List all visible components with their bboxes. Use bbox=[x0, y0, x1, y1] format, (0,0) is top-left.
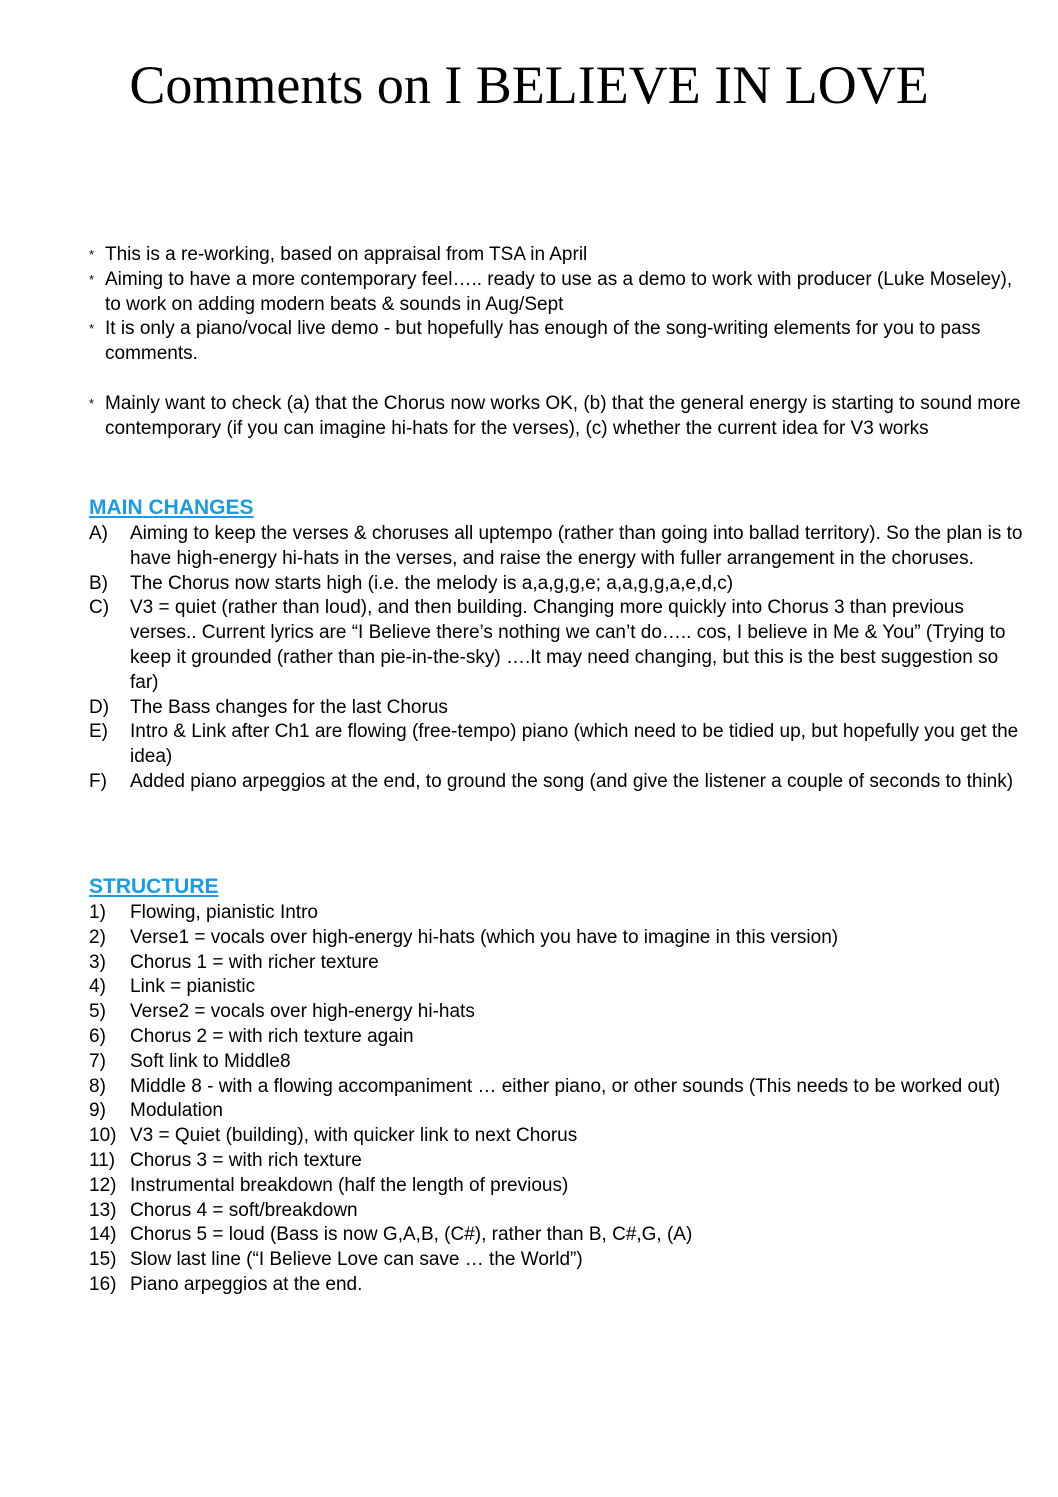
list-marker: 10) bbox=[89, 1125, 117, 1147]
list-item bbox=[89, 696, 1029, 721]
list-item bbox=[89, 1199, 1029, 1224]
list-item bbox=[89, 975, 1029, 1000]
main-changes-section bbox=[89, 495, 1029, 795]
note-text: It is only a piano/vocal live demo - but hopefully has enough of the song-writing elements for you to pass comments. bbox=[105, 318, 981, 365]
list-item bbox=[89, 901, 1029, 926]
note-item bbox=[89, 317, 1029, 367]
list-item bbox=[89, 1223, 1029, 1248]
list-item-text: The Chorus now starts high (i.e. the melody is a,a,g,g,e; a,a,g,g,a,e,d,c) bbox=[130, 572, 734, 594]
list-item-text: Chorus 3 = with rich texture bbox=[130, 1149, 362, 1171]
list-item-text: Soft link to Middle8 bbox=[130, 1050, 291, 1072]
list-marker: 3) bbox=[89, 951, 106, 973]
list-item-text: Chorus 1 = with richer texture bbox=[130, 951, 379, 973]
list-item bbox=[89, 1124, 1029, 1149]
list-item-text: Intro & Link after Ch1 are flowing (free-tempo) piano (which need to be tidied up, but hopefully you get the idea) bbox=[130, 721, 1019, 768]
list-item bbox=[89, 1050, 1029, 1075]
list-item-text: Chorus 4 = soft/breakdown bbox=[130, 1199, 358, 1221]
list-marker: A) bbox=[89, 523, 108, 544]
list-item bbox=[89, 596, 1029, 695]
list-item-text: Middle 8 - with a flowing accompaniment … either piano, or other sounds (This needs to be worked out) bbox=[130, 1075, 1001, 1097]
list-marker: 4) bbox=[89, 976, 106, 998]
list-item-text: Added piano arpeggios at the end, to ground the song (and give the listener a couple of seconds to think) bbox=[130, 770, 1014, 792]
list-marker: 14) bbox=[89, 1224, 117, 1246]
list-item-text: Flowing, pianistic Intro bbox=[130, 902, 318, 923]
list-marker: 15) bbox=[89, 1249, 117, 1271]
list-item-text: V3 = Quiet (building), with quicker link to next Chorus bbox=[130, 1125, 578, 1147]
list-item-text: Chorus 5 = loud (Bass is now G,A,B, (C#), rather than B, C#,G, (A) bbox=[130, 1224, 693, 1246]
asterisk-marker: * bbox=[89, 247, 95, 262]
list-marker: 1) bbox=[89, 902, 106, 923]
list-item bbox=[89, 522, 1029, 572]
structure-heading: STRUCTURE bbox=[89, 875, 219, 898]
list-marker: 2) bbox=[89, 926, 106, 948]
list-item bbox=[89, 1075, 1029, 1100]
list-marker: 11) bbox=[89, 1149, 116, 1171]
list-marker: 13) bbox=[89, 1199, 117, 1221]
list-item-text: Link = pianistic bbox=[130, 976, 256, 998]
list-marker: C) bbox=[89, 597, 110, 619]
asterisk-marker: * bbox=[89, 271, 95, 287]
list-marker: F) bbox=[89, 770, 107, 792]
list-item-text: Slow last line (“I Believe Love can save … the World”) bbox=[130, 1249, 583, 1271]
note-item bbox=[89, 268, 1029, 318]
list-item bbox=[89, 926, 1029, 951]
list-item bbox=[89, 1025, 1029, 1050]
main-changes-heading: MAIN CHANGES bbox=[89, 496, 254, 519]
list-item bbox=[89, 720, 1029, 770]
list-item-text: Modulation bbox=[130, 1100, 223, 1122]
list-item-text: Chorus 2 = with rich texture again bbox=[130, 1025, 414, 1047]
list-item bbox=[89, 1273, 1029, 1298]
list-item-text: Aiming to keep the verses & choruses all uptempo (rather than going into ballad territory). So the plan is to have high-energy hi-hats in the verses, and raise the energy with fuller arrangement in the choruses. bbox=[130, 523, 1023, 569]
list-marker: 7) bbox=[89, 1050, 106, 1072]
list-marker: 16) bbox=[89, 1273, 117, 1295]
list-item-text: Instrumental breakdown (half the length of previous) bbox=[130, 1174, 569, 1196]
list-item bbox=[89, 1174, 1029, 1199]
note-text: This is a re-working, based on appraisal from TSA in April bbox=[105, 244, 588, 265]
list-item-text: Piano arpeggios at the end. bbox=[130, 1273, 363, 1295]
note-item bbox=[89, 243, 1029, 268]
list-item bbox=[89, 1000, 1029, 1025]
list-item-text: Verse2 = vocals over high-energy hi-hats bbox=[130, 1001, 475, 1023]
list-item bbox=[89, 1149, 1029, 1174]
structure-section bbox=[89, 874, 1029, 1298]
list-item-text: Verse1 = vocals over high-energy hi-hats (which you have to imagine in this version) bbox=[130, 926, 839, 948]
note-text: Mainly want to check (a) that the Chorus now works OK, (b) that the general energy is starting to sound more contemporary (if you can imagine hi-hats for the verses), (c) whether the current idea for V3 works bbox=[105, 392, 1021, 439]
list-item-text: The Bass changes for the last Chorus bbox=[130, 696, 448, 718]
note-text: Aiming to have a more contemporary feel….. ready to use as a demo to work with producer (Luke Moseley), to work on adding modern beats & sounds in Aug/Sept bbox=[105, 268, 1013, 315]
list-item-text: V3 = quiet (rather than loud), and then building. Changing more quickly into Chorus 3 than previous verses.. Current lyrics are “I Believe there’s nothing we can’t do….. cos, I believe in Me & You” (Trying to keep it grounded (rather than pie-in-the-sky) ….It may need changing, but this is the best suggestion so far) bbox=[130, 597, 1006, 693]
list-item bbox=[89, 770, 1029, 795]
list-marker: 12) bbox=[89, 1174, 117, 1196]
asterisk-marker: * bbox=[89, 321, 95, 337]
list-marker: 6) bbox=[89, 1025, 106, 1047]
list-marker: D) bbox=[89, 696, 110, 718]
list-marker: E) bbox=[89, 721, 108, 743]
list-marker: 8) bbox=[89, 1075, 106, 1097]
list-marker: 5) bbox=[89, 1001, 106, 1023]
list-item bbox=[89, 1099, 1029, 1124]
list-item bbox=[89, 572, 1029, 597]
note-item bbox=[89, 392, 1029, 442]
page-title: Comments on I BELIEVE IN LOVE bbox=[129, 55, 929, 115]
list-item bbox=[89, 951, 1029, 976]
intro-notes bbox=[89, 243, 1029, 442]
asterisk-marker: * bbox=[89, 395, 95, 411]
list-marker: B) bbox=[89, 572, 108, 594]
list-item bbox=[89, 1248, 1029, 1273]
list-marker: 9) bbox=[89, 1100, 106, 1122]
